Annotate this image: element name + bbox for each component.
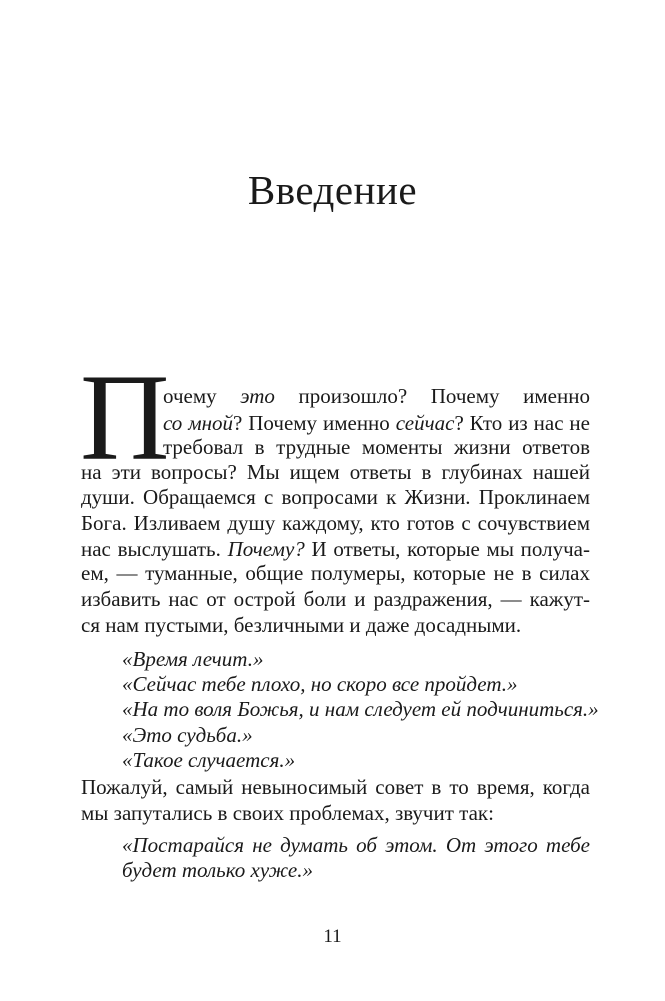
text-run: Бога. Изливаем душу каждому, кто готов с сочувствием xyxy=(81,511,590,535)
text-run: сейчас xyxy=(395,411,455,435)
paragraph-line xyxy=(81,560,590,586)
paragraph-line: Пожалуй, самый невыносимый совет в то время, когда xyxy=(81,775,590,799)
text-run: ем, — туманные, общие полумеры, которые не в силах xyxy=(81,561,590,585)
text-run: ? Почему именно xyxy=(233,411,396,435)
quote-line: будет только хуже.» xyxy=(122,858,313,882)
text-run: И ответы, которые мы получа- xyxy=(304,537,590,561)
paragraph-line xyxy=(81,536,590,562)
paragraph-line xyxy=(81,459,590,485)
paragraph-line xyxy=(163,383,590,409)
quote-line: «Такое случается.» xyxy=(122,748,296,772)
text-run: произошло? Почему именно xyxy=(274,384,590,408)
text-run: ? Кто из нас не xyxy=(454,411,590,435)
paragraph-line xyxy=(81,510,590,536)
paragraph-line: мы запутались в своих проблемах, звучит так: xyxy=(81,801,494,825)
page-number: 11 xyxy=(323,926,342,947)
text-run: со мной xyxy=(163,411,234,435)
paragraph-line xyxy=(163,410,590,436)
paragraph-line xyxy=(163,434,590,460)
text-run: избавить нас от острой боли и раздражения, — кажут- xyxy=(81,587,590,611)
quote-line: «Время лечит.» xyxy=(122,647,264,671)
text-run: души. Обращаемся с вопросами к Жизни. Проклинаем xyxy=(81,485,590,509)
text-run: очему xyxy=(163,384,241,408)
quote-line: «На то воля Божья, и нам следует ей подчиниться.» xyxy=(122,697,599,721)
text-run: это xyxy=(240,384,275,408)
quote-line: «Это судьба.» xyxy=(122,723,253,747)
text-run: нас выслушать. xyxy=(81,537,228,561)
text-run: на эти вопросы? Мы ищем ответы в глубинах нашей xyxy=(81,460,590,484)
text-run: ся нам пустыми, безличными и даже досадными. xyxy=(81,613,522,637)
chapter-title: Введение xyxy=(247,167,418,213)
quote-line: «Постарайся не думать об этом. От этого тебе xyxy=(122,833,590,857)
quote-line: «Сейчас тебе плохо, но скоро все пройдет.» xyxy=(122,672,518,696)
drop-cap: П xyxy=(80,349,170,486)
paragraph-line xyxy=(81,484,590,510)
text-run: требовал в трудные моменты жизни ответов xyxy=(163,435,590,459)
text-run: Почему? xyxy=(227,537,305,561)
paragraph-line xyxy=(81,586,590,612)
paragraph-line xyxy=(81,612,590,638)
